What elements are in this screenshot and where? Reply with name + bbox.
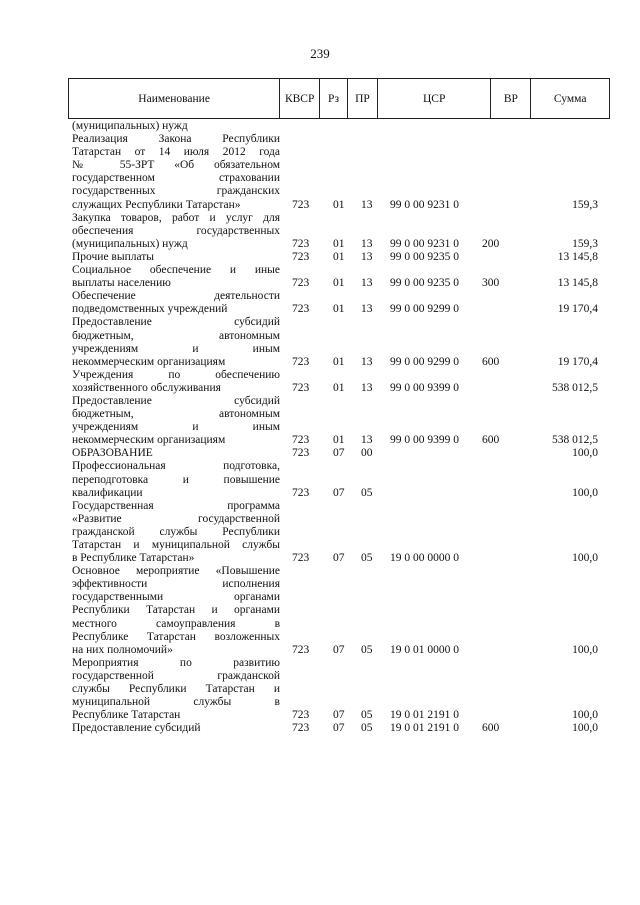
row-name-line: государственной гражданской — [72, 669, 280, 682]
table-row — [72, 722, 600, 735]
row-rz: 01 — [333, 250, 345, 263]
row-name-line: квалификации — [72, 486, 143, 499]
table-row — [72, 447, 600, 460]
row-csr: 99 0 00 9399 0 — [390, 381, 459, 394]
row-name-line: местного самоуправления в — [72, 617, 280, 630]
row-sum: 538 012,5 — [552, 434, 598, 447]
row-name — [72, 657, 280, 722]
row-kvsr: 723 — [292, 250, 310, 263]
row-sum: 100,0 — [572, 722, 598, 735]
row-name — [72, 369, 280, 395]
row-name-line: Татарстан и муниципальной службы — [72, 539, 280, 551]
row-kvsr: 723 — [292, 277, 310, 290]
row-pr: 05 — [361, 643, 373, 656]
table-row — [72, 120, 600, 133]
row-name — [72, 395, 280, 447]
row-name-line: Закупка товаров, работ и услуг для — [72, 211, 280, 224]
row-name — [72, 460, 280, 499]
row-sum: 19 170,4 — [557, 355, 598, 368]
row-name — [72, 133, 280, 212]
row-name-line: Профессиональная подготовка, — [72, 460, 280, 473]
row-rz: 01 — [333, 237, 345, 250]
row-vr: 200 — [482, 237, 500, 250]
row-name-line: государственном страховании — [72, 172, 280, 185]
row-vr: 600 — [482, 355, 500, 368]
row-name-line: гражданской службы Республики — [72, 525, 280, 538]
row-kvsr: 723 — [292, 643, 310, 656]
header-vr: ВР — [491, 79, 531, 118]
row-sum: 159,3 — [572, 198, 598, 211]
row-csr: 99 0 00 9231 0 — [390, 237, 459, 250]
row-name-line: переподготовка и повышение — [72, 473, 280, 486]
row-rz: 01 — [333, 277, 345, 290]
row-kvsr: 723 — [292, 552, 310, 565]
table-row — [72, 251, 600, 264]
header-sum: Сумма — [553, 92, 587, 105]
table-row — [72, 264, 600, 290]
row-kvsr: 723 — [292, 486, 310, 499]
row-vr: 600 — [482, 434, 500, 447]
row-csr: 99 0 00 9235 0 — [390, 277, 459, 290]
row-rz: 01 — [333, 381, 345, 394]
row-name-line: бюджетным, автономным — [72, 408, 280, 421]
row-name-line: некоммерческим организациям — [72, 434, 226, 447]
row-pr: 05 — [361, 709, 373, 722]
row-name — [72, 264, 280, 290]
table-body — [72, 120, 600, 735]
row-sum: 538 012,5 — [552, 381, 598, 394]
row-sum: 19 170,4 — [557, 303, 598, 316]
row-name-line: государственными органами — [72, 591, 280, 604]
header-rz: Рз — [320, 79, 348, 118]
row-rz: 07 — [333, 486, 345, 499]
row-kvsr: 723 — [292, 381, 310, 394]
row-csr: 19 0 00 0000 0 — [390, 552, 459, 565]
row-rz: 01 — [333, 434, 345, 447]
row-pr: 00 — [361, 447, 373, 460]
row-name-line: хозяйственного обслуживания — [72, 381, 221, 394]
row-rz: 07 — [333, 722, 345, 735]
table-row — [72, 565, 600, 657]
row-rz: 07 — [333, 447, 345, 460]
row-name-line: Социальное обеспечение и иные — [72, 264, 280, 277]
row-name-line: ОБРАЗОВАНИЕ — [72, 447, 153, 460]
row-name-line: (муниципальных) нужд — [72, 120, 188, 132]
row-name-line: выплаты населению — [72, 277, 171, 290]
table-row — [72, 395, 600, 447]
row-sum: 13 145,8 — [557, 250, 598, 263]
row-name — [72, 722, 280, 735]
row-name-line: «Развитие государственной — [72, 512, 280, 525]
row-name-line: Реализация Закона Республики — [72, 133, 280, 146]
row-kvsr: 723 — [292, 447, 310, 460]
row-name-line: (муниципальных) нужд — [72, 237, 188, 250]
row-kvsr: 723 — [292, 237, 310, 250]
row-name — [72, 500, 280, 565]
row-csr: 19 0 01 2191 0 — [390, 709, 459, 722]
row-pr: 05 — [361, 552, 373, 565]
row-pr: 13 — [361, 237, 373, 250]
row-sum: 100,0 — [572, 643, 598, 656]
row-csr: 19 0 01 0000 0 — [390, 643, 459, 656]
header-kvsr: КВСР — [280, 79, 320, 118]
row-name-line: Предоставление субсидий — [72, 722, 201, 735]
row-name-line: учреждениям и иным — [72, 342, 280, 355]
row-name-line: Предоставление субсидий — [72, 394, 280, 407]
row-name-line: учреждениям и иным — [72, 421, 280, 434]
row-name-line: Государственная программа — [72, 499, 280, 512]
row-csr: 99 0 00 9299 0 — [390, 355, 459, 368]
row-kvsr: 723 — [292, 355, 310, 368]
row-name-line: Республике Татарстан возложенных — [72, 630, 280, 643]
row-pr: 05 — [361, 486, 373, 499]
row-sum: 100,0 — [572, 709, 598, 722]
header-pr: ПР — [348, 79, 378, 118]
row-name-line: в Республике Татарстан» — [72, 552, 195, 565]
row-name — [72, 565, 280, 657]
row-vr: 600 — [482, 722, 500, 735]
row-csr: 99 0 00 9299 0 — [390, 303, 459, 316]
row-name-line: Татарстан от 14 июля 2012 года — [72, 146, 280, 159]
row-name-line: Республике Татарстан — [72, 709, 181, 722]
row-name-line: бюджетным, автономным — [72, 329, 280, 342]
table-row — [72, 369, 600, 395]
row-rz: 01 — [333, 303, 345, 316]
row-name-line: Предоставление субсидий — [72, 316, 280, 329]
row-pr: 13 — [361, 277, 373, 290]
row-pr: 13 — [361, 355, 373, 368]
row-sum: 100,0 — [572, 552, 598, 565]
row-sum: 100,0 — [572, 447, 598, 460]
row-name-line: подведомственных учреждений — [72, 303, 228, 316]
row-name-line: служащих Республики Татарстан» — [72, 198, 241, 211]
row-kvsr: 723 — [292, 303, 310, 316]
row-pr: 13 — [361, 381, 373, 394]
row-name-line: службы Республики Татарстан и — [72, 683, 280, 696]
row-name-line: государственных гражданских — [72, 185, 280, 198]
header-csr: ЦСР — [378, 79, 492, 118]
row-kvsr: 723 — [292, 434, 310, 447]
row-pr: 05 — [361, 722, 373, 735]
row-rz: 01 — [333, 198, 345, 211]
row-name-line: Учреждения по обеспечению — [72, 368, 280, 381]
row-name — [72, 447, 280, 460]
page-number: 239 — [310, 46, 330, 61]
row-name — [72, 316, 280, 368]
row-name-line: Республики Татарстан и органами — [72, 604, 280, 617]
table-row — [72, 133, 600, 212]
row-name — [72, 120, 280, 133]
table-row — [72, 460, 600, 499]
row-rz: 07 — [333, 552, 345, 565]
row-kvsr: 723 — [292, 709, 310, 722]
row-csr: 99 0 00 9399 0 — [390, 434, 459, 447]
row-kvsr: 723 — [292, 722, 310, 735]
row-name — [72, 290, 280, 316]
row-vr: 300 — [482, 277, 500, 290]
row-name — [72, 212, 280, 251]
row-name-line: Основное мероприятие «Повышение — [72, 565, 280, 578]
table-row — [72, 290, 600, 316]
row-name-line: обеспечения государственных — [72, 224, 280, 237]
row-name-line: № 55-ЗРТ «Об обязательном — [72, 159, 280, 172]
row-name — [72, 251, 280, 264]
row-name-line: Прочие выплаты — [72, 250, 155, 263]
table-row — [72, 657, 600, 722]
row-name-line: эффективности исполнения — [72, 578, 280, 591]
row-rz: 01 — [333, 355, 345, 368]
row-csr: 19 0 01 2191 0 — [390, 722, 459, 735]
row-pr: 13 — [361, 250, 373, 263]
row-pr: 13 — [361, 303, 373, 316]
row-name-line: муниципальной службы в — [72, 696, 280, 709]
row-csr: 99 0 00 9231 0 — [390, 198, 459, 211]
row-pr: 13 — [361, 434, 373, 447]
row-kvsr: 723 — [292, 198, 310, 211]
row-csr: 99 0 00 9235 0 — [390, 250, 459, 263]
table-row — [72, 500, 600, 565]
row-name-line: некоммерческим организациям — [72, 355, 226, 368]
row-name-line: на них полномочий» — [72, 643, 173, 656]
row-rz: 07 — [333, 643, 345, 656]
table-row — [72, 212, 600, 251]
row-pr: 13 — [361, 198, 373, 211]
table-row — [72, 316, 600, 368]
row-sum: 13 145,8 — [557, 277, 598, 290]
row-name-line: Обеспечение деятельности — [72, 290, 280, 303]
row-rz: 07 — [333, 709, 345, 722]
row-name-line: Мероприятия по развитию — [72, 656, 280, 669]
header-name: Наименование — [69, 79, 280, 118]
table-header — [68, 78, 610, 119]
row-sum: 159,3 — [572, 237, 598, 250]
row-sum: 100,0 — [572, 486, 598, 499]
